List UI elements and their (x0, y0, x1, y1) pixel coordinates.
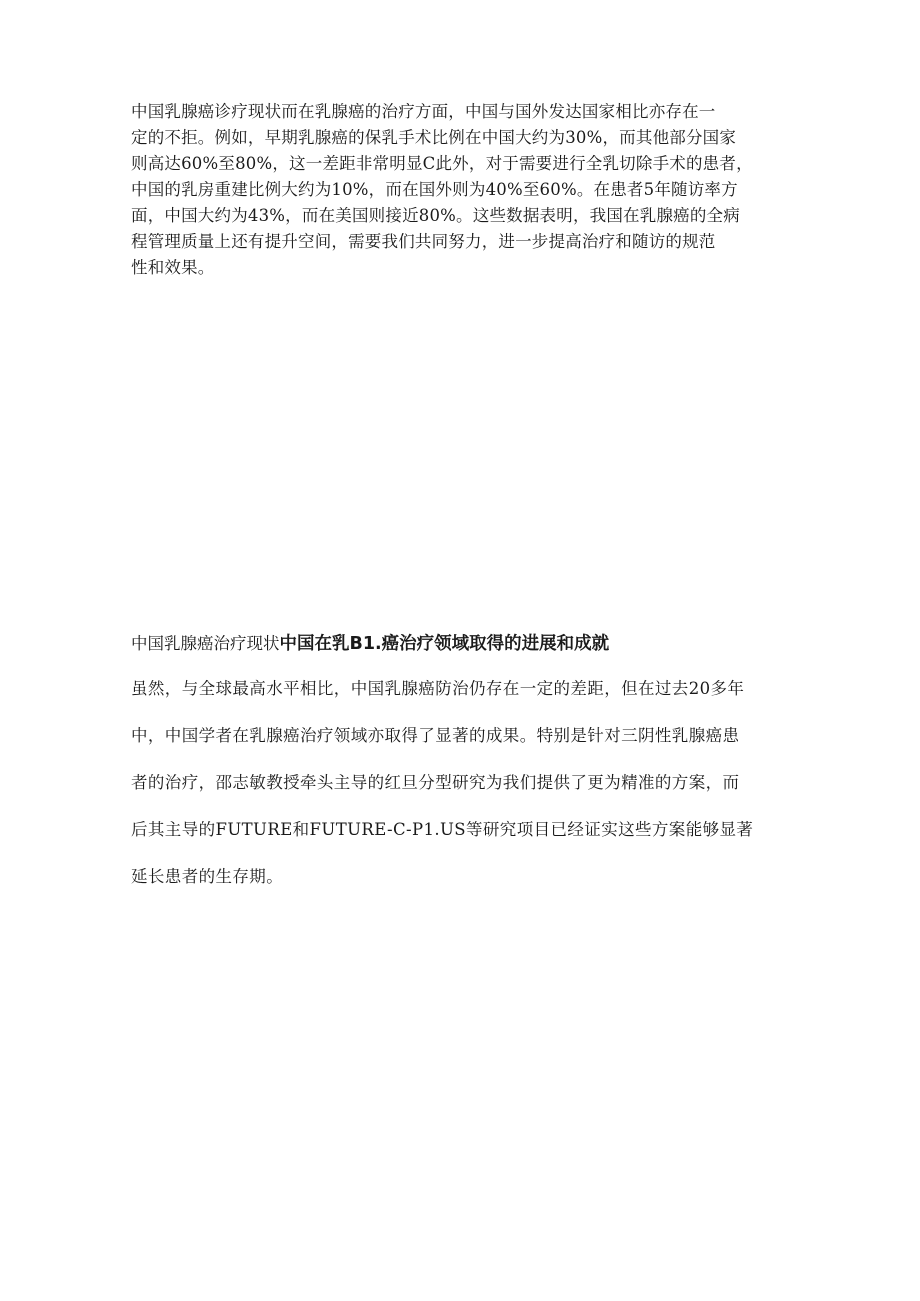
text-line: 后其主导的FUTURE和FUTURE-C-P1.US等研究项目已经证实这些方案能够显著 (131, 820, 754, 839)
text-line: 则高达60%至80%，这一差距非常明显C此外，对于需要进行全乳切除手术的患者， (131, 154, 753, 173)
text-line: 者的治疗，邵志敏教授牵头主导的红旦分型研究为我们提供了更为精准的方案，而 (131, 773, 740, 792)
text-line: 中国乳腺癌诊疗现状而在乳腺癌的治疗方面，中国与国外发达国家相比亦存在一 (131, 102, 716, 121)
heading-lead: 中国乳腺癌治疗现状 (131, 634, 280, 653)
text-line: 中国的乳房重建比例大约为10%，而在国外则为40%至60%。在患者5年随访率方 (131, 180, 738, 199)
text-line: 程管理质量上还有提升空间，需要我们共同努力，进一步提高治疗和随访的规范 (131, 232, 716, 251)
text-line: 延长患者的生存期。 (131, 867, 284, 886)
text-line: 性和效果。 (131, 258, 215, 277)
paragraph-achievements (131, 674, 811, 909)
paragraph-treatment-status (131, 99, 791, 281)
text-line: 面，中国大约为43%，而在美国则接近80%。这些数据表明，我国在乳腺癌的全病 (131, 206, 740, 225)
text-line: 定的不拒。例如，早期乳腺癌的保乳手术比例在中国大约为30%，而其他部分国家 (131, 128, 737, 147)
heading-title: 中国在乳B1.癌治疗领域取得的进展和成就 (279, 634, 610, 654)
text-line: 虽然，与全球最高水平相比，中国乳腺癌防治仍存在一定的差距，但在过去20多年 (131, 679, 745, 698)
text-line: 中，中国学者在乳腺癌治疗领域亦取得了显著的成果。特别是针对三阴性乳腺癌患 (131, 726, 740, 745)
section-heading (131, 631, 811, 657)
